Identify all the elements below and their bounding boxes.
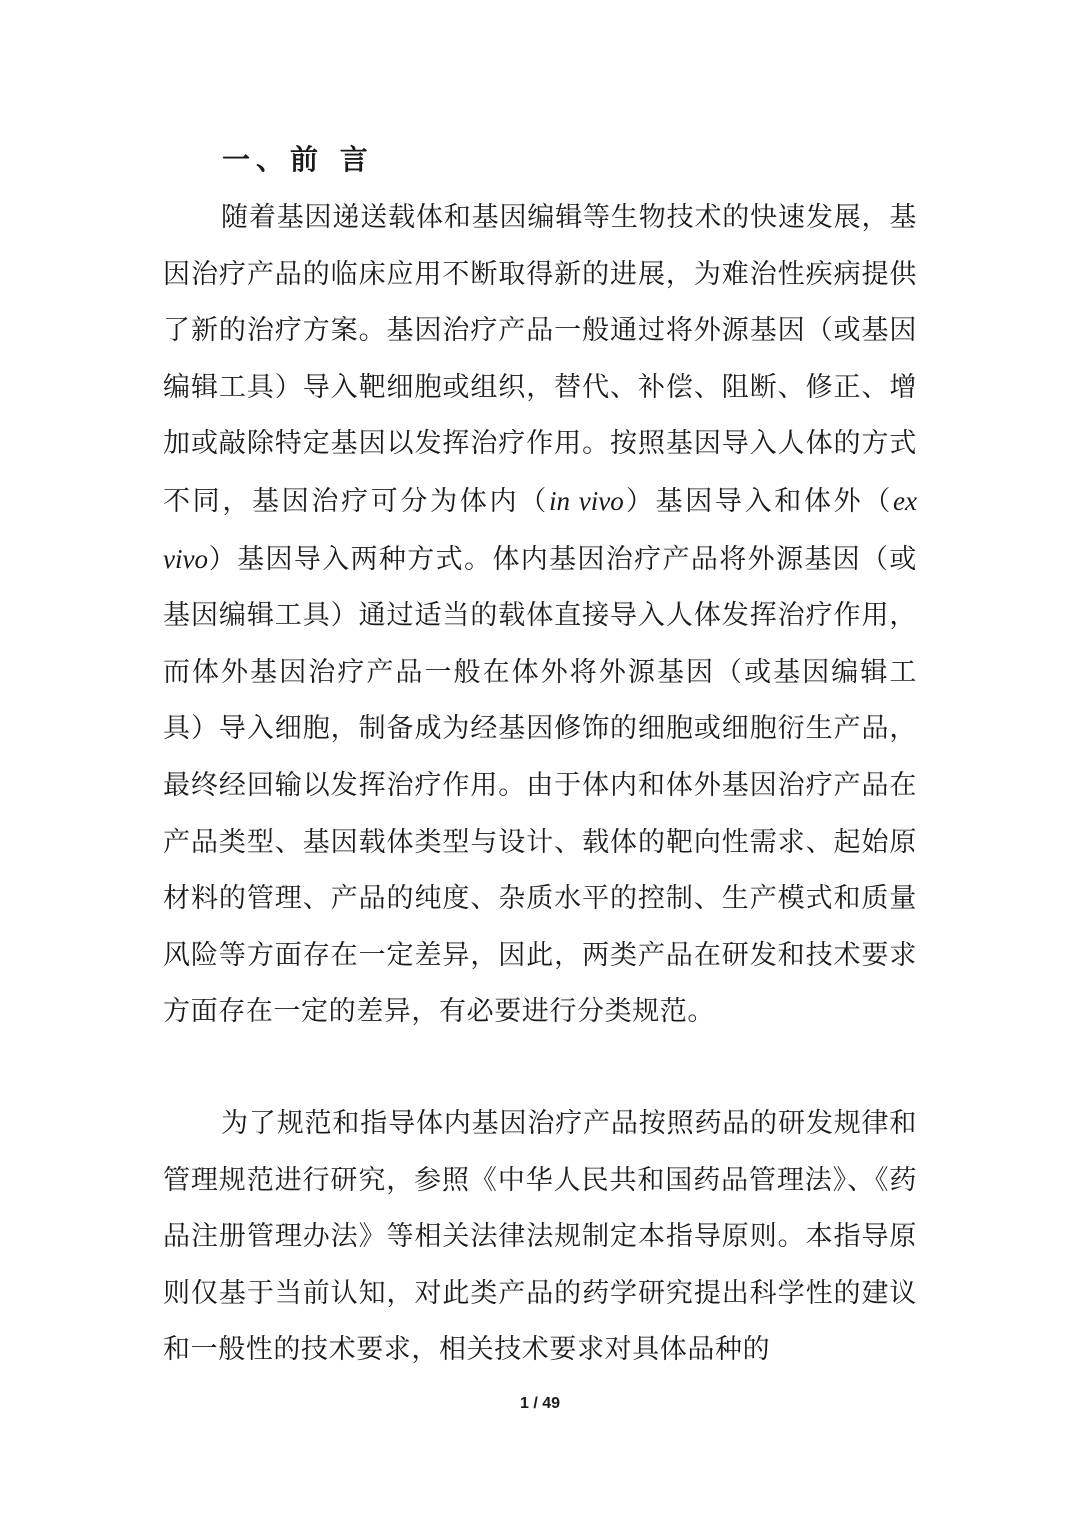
paragraph-text: 随着基因递送载体和基因编辑等生物技术的快速发展，基因治疗产品的临床应用不断取得新的进展，为难治性疾病提供了新的治疗方案。基因治疗产品一般通过将外源基因（或基因编辑工具）导入靶细胞或组织，替代、补偿、阻断、修正、增加或敲除特定基因以发挥治疗作用。按照基因导入人体的方式不同，基因治疗可分为体内（ bbox=[163, 202, 917, 517]
paragraph-text: ）基因导入和体外（ bbox=[623, 485, 894, 517]
paragraph-purpose: 为了规范和指导体内基因治疗产品按照药品的研发规律和管理规范进行研究，参照《中华人民共和国药品管理法》、《药品注册管理办法》等相关法律法规制定本指导原则。本指导原则仅基于当前认知，对此类产品的药学研究提出科学性的建议和一般性的技术要求，相关技术要求对具体品种的 bbox=[163, 1108, 917, 1366]
term-in-vivo: in vivo bbox=[548, 485, 624, 516]
paragraph-text: ）基因导入两种方式。体内基因治疗产品将外源基因（或基因编辑工具）通过适当的载体直接导入人体发挥治疗作用，而体外基因治疗产品一般在体外将外源基因（或基因编辑工具）导入细胞，制备成为经基因修饰的细胞或细胞衍生产品，最终经回输以发挥治疗作用。由于体内和体外基因治疗产品在产品类型、基因载体类型与设计、载体的靶向性需求、起始原材料的管理、产品的纯度、杂质水平的控制、生产模式和质量风险等方面存在一定差异，因此，两类产品在研发和技术要求方面存在一定的差异，有必要进行分类规范。 bbox=[163, 543, 917, 1028]
page-number: 1 / 49 bbox=[519, 1395, 561, 1412]
paragraph-introduction bbox=[163, 190, 917, 1041]
section-heading: 一、前 言 bbox=[222, 143, 374, 176]
term-ex-vivo: ex vivo bbox=[163, 485, 917, 574]
